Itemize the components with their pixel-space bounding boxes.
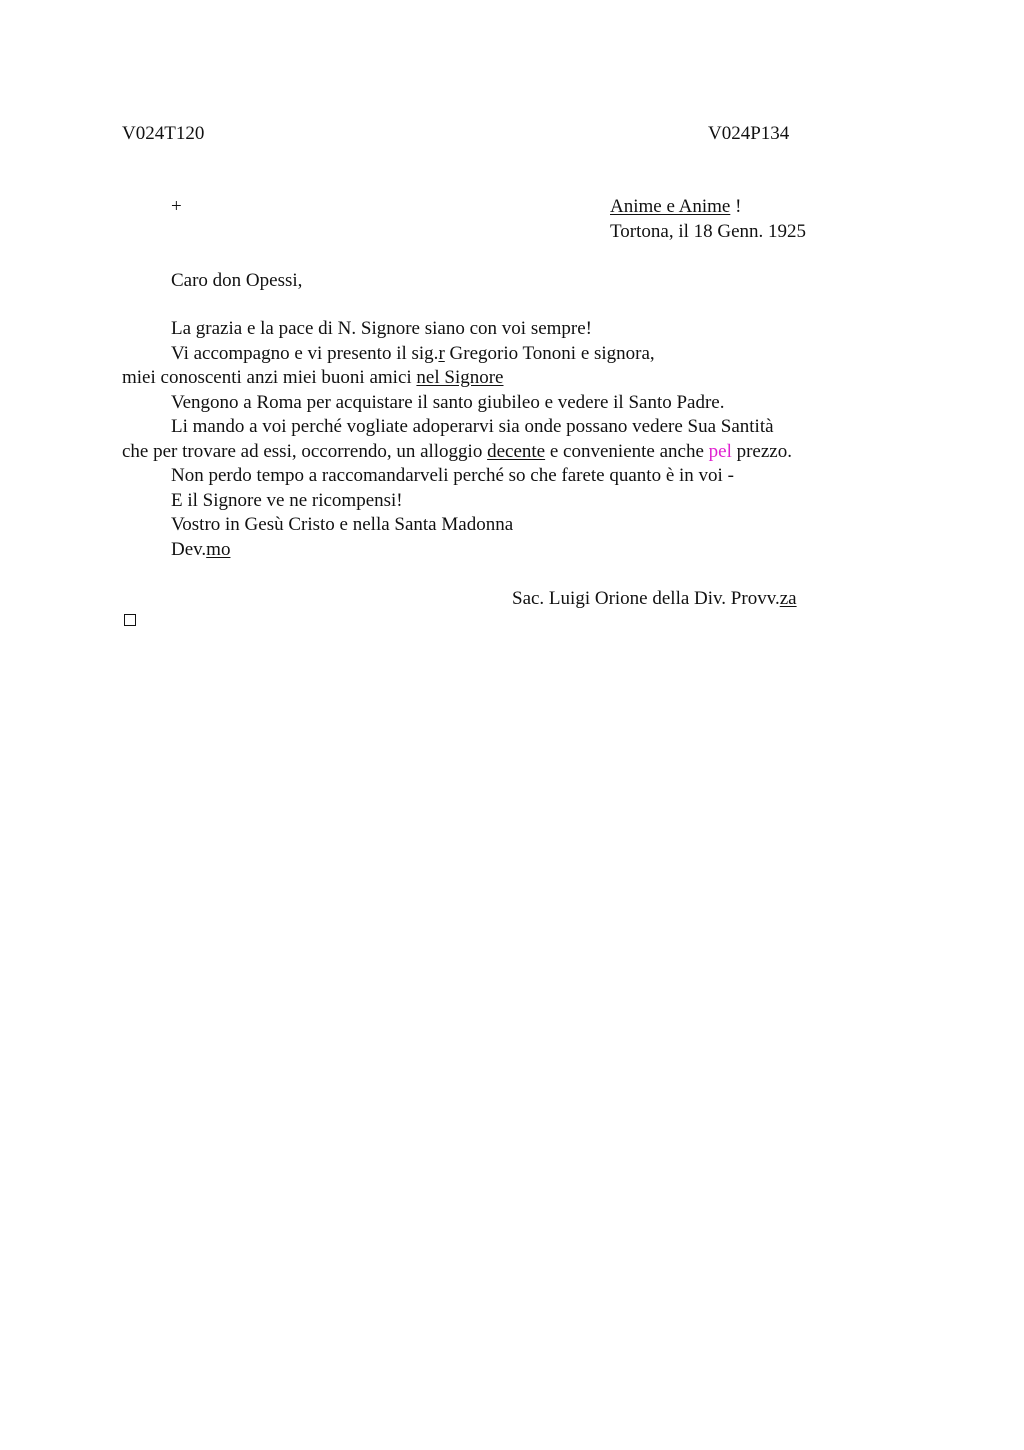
body-line-3-a: miei conoscenti anzi miei buoni amici — [122, 367, 417, 388]
motto-suffix: ! — [730, 196, 742, 217]
closing-devmo-b: mo — [206, 539, 231, 560]
body-line-6-c: e conveniente anche — [545, 441, 709, 462]
signature — [512, 587, 797, 611]
body-line-6 — [122, 440, 792, 464]
body-line-6-a: che per trovare ad essi, occorrendo, un alloggio — [122, 441, 488, 462]
body-line-1: La grazia e la pace di N. Signore siano con voi sempre! — [171, 318, 593, 339]
place-date: Tortona, il 18 Genn. 1925 — [610, 221, 807, 242]
motto — [610, 195, 741, 219]
body-line-6-e: prezzo. — [731, 441, 792, 462]
body-line-6-d: pel — [708, 441, 732, 462]
body-line-2-c: Gregorio Tononi e signora, — [444, 343, 655, 364]
signature-b: za — [779, 588, 797, 609]
closing-devmo — [171, 538, 230, 562]
cross-mark: + — [171, 196, 182, 217]
signature-a: Sac. Luigi Orione della Div. Provv. — [512, 588, 780, 609]
body-line-2 — [171, 342, 655, 366]
document-code-right: V024P134 — [708, 123, 790, 144]
body-line-6-b: decente — [487, 441, 546, 462]
body-line-3 — [122, 366, 504, 390]
empty-square-icon — [124, 614, 136, 626]
salutation: Caro don Opessi, — [171, 270, 303, 291]
motto-text: Anime e Anime — [610, 196, 731, 217]
body-line-2-a: Vi accompagno e vi presento il sig. — [171, 343, 439, 364]
body-line-3-b: nel Signore — [416, 367, 504, 388]
closing-line: Vostro in Gesù Cristo e nella Santa Madonna — [171, 514, 514, 535]
body-line-2-b: r — [438, 343, 445, 364]
body-line-5: Li mando a voi perché vogliate adoperarvi sia onde possano vedere Sua Santità — [171, 416, 774, 437]
body-line-7: Non perdo tempo a raccomandarveli perché so che farete quanto è in voi - — [171, 465, 734, 486]
body-line-8: E il Signore ve ne ricompensi! — [171, 490, 403, 511]
document-code-left: V024T120 — [122, 123, 205, 144]
closing-devmo-a: Dev. — [171, 539, 207, 560]
body-line-4: Vengono a Roma per acquistare il santo giubileo e vedere il Santo Padre. — [171, 392, 725, 413]
